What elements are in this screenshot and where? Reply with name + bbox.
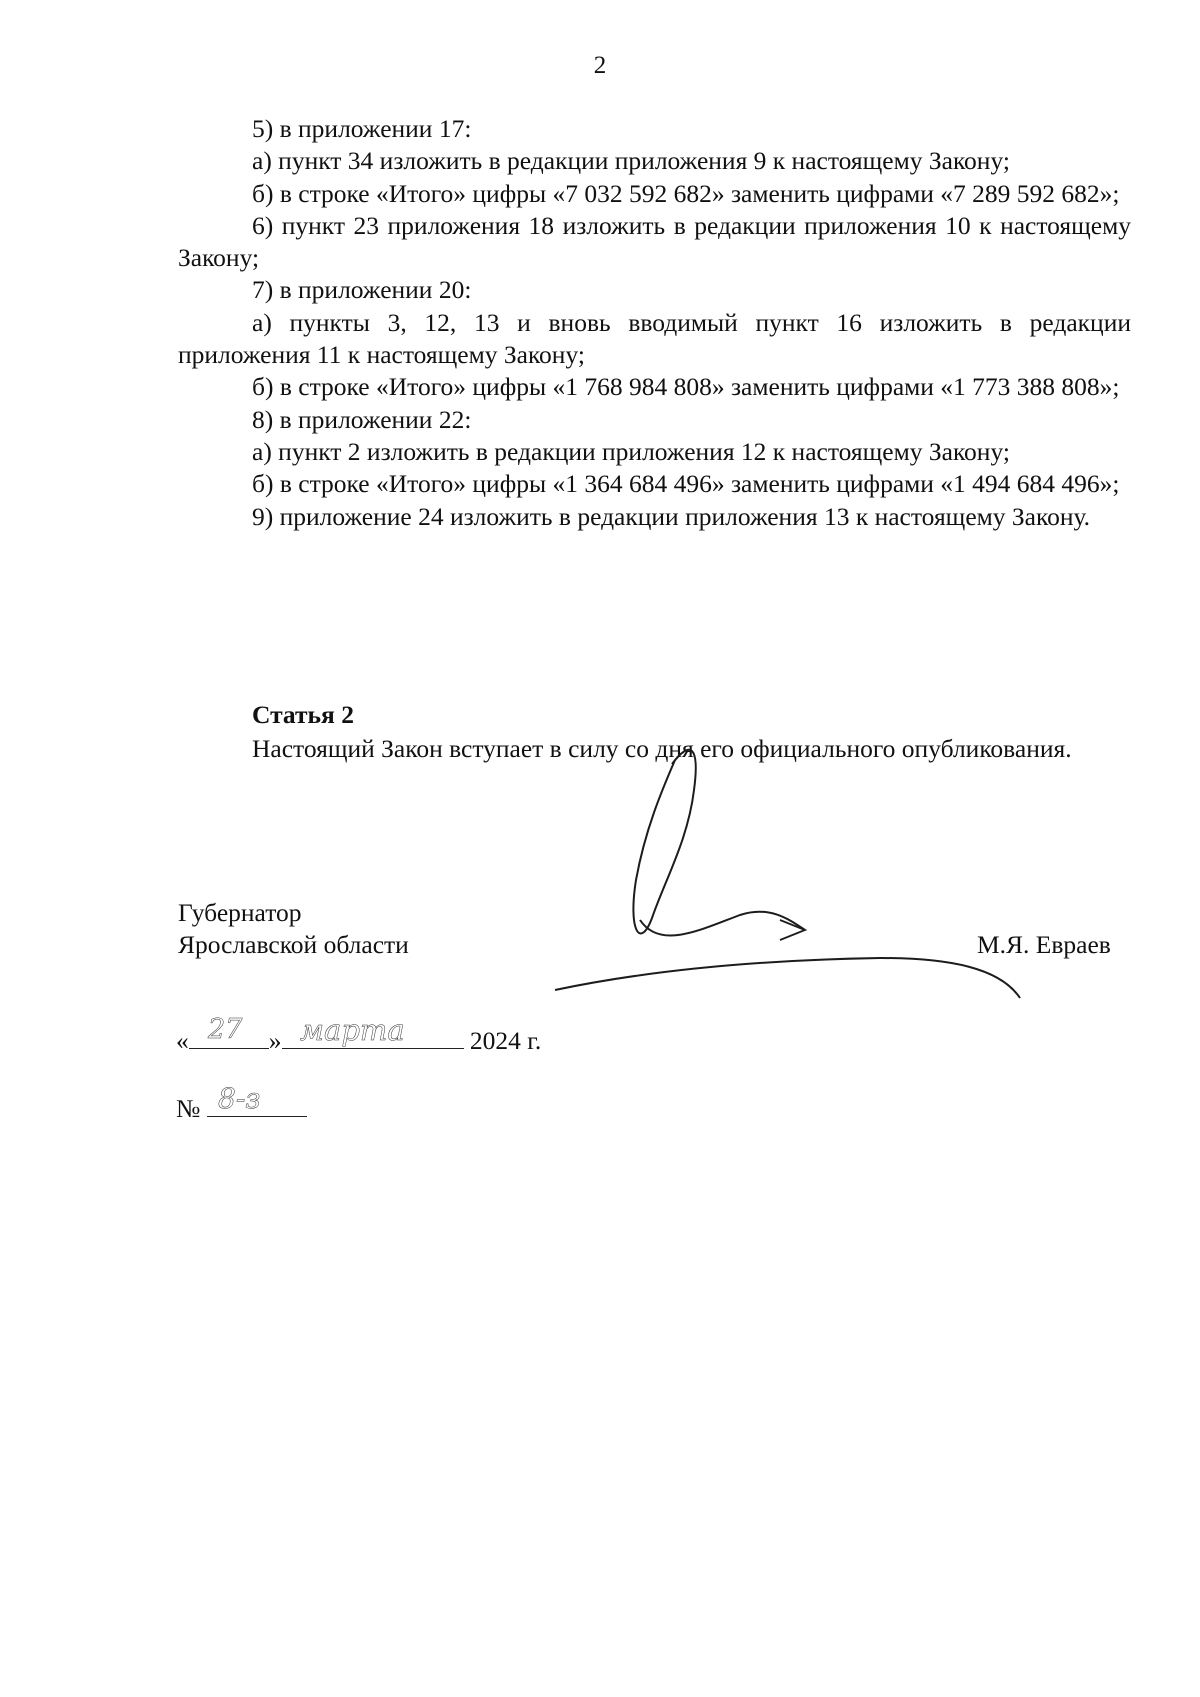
article-text [178, 733, 1131, 765]
page-number: 2 [593, 52, 607, 79]
amendment-paragraph: а) пункты 3, 12, 13 и вновь вводимый пункт 16 изложить в редакции приложения 11 к настоящему Закону; [178, 307, 1131, 370]
law-number [176, 1090, 307, 1124]
amendment-paragraph: 8) в приложении 22: [252, 404, 472, 434]
date-close-quote: » [268, 1026, 282, 1055]
signing-date [176, 1022, 541, 1056]
article-paragraph: Настоящий Закон вступает в силу со дня его официального опубликования. [252, 734, 1072, 763]
amendments-list [178, 113, 1131, 533]
article-heading: Статья 2 [252, 700, 354, 729]
signature-tail-stroke [640, 912, 805, 936]
month-blank [282, 1022, 464, 1049]
date-year: 2024 г. [469, 1026, 542, 1055]
signature-underline-stroke [555, 958, 1020, 998]
amendment-paragraph: а) пункт 34 изложить в редакции приложения 9 к настоящему Закону; [252, 146, 1010, 176]
governor-title [178, 897, 409, 961]
amendment-paragraph: 6) пункт 23 приложения 18 изложить в редакции приложения 10 к настоящему Закону; [178, 210, 1131, 273]
amendment-paragraph: 7) в приложении 20: [252, 275, 472, 305]
number-label: № [176, 1094, 201, 1123]
amendment-paragraph: а) пункт 2 изложить в редакции приложения 12 к настоящему Закону; [252, 436, 1010, 466]
number-blank [207, 1090, 307, 1117]
amendment-paragraph: 5) в приложении 17: [252, 114, 472, 143]
governor-title-line: Ярославской области [178, 930, 409, 959]
day-blank [189, 1022, 269, 1049]
date-open-quote: « [176, 1026, 189, 1055]
handwritten-day: 27 [208, 1014, 243, 1045]
signature-hook-stroke [780, 920, 805, 940]
governor-name: М.Я. Евраев [977, 930, 1111, 959]
amendment-paragraph: б) в строке «Итого» цифры «1 364 684 496» заменить цифрами «1 494 684 496»; [252, 469, 1120, 499]
amendment-paragraph: б) в строке «Итого» цифры «7 032 592 682» заменить цифрами «7 289 592 682»; [252, 178, 1120, 208]
governor-title-line: Губернатор [178, 898, 302, 927]
amendment-paragraph: 9) приложение 24 изложить в редакции приложения 13 к настоящему Закону. [252, 501, 1091, 531]
handwritten-number: 8-з [218, 1082, 261, 1115]
signature-loop-stroke [633, 750, 695, 934]
handwritten-month: марта [300, 1013, 405, 1047]
amendment-paragraph: б) в строке «Итого» цифры «1 768 984 808» заменить цифрами «1 773 388 808»; [252, 372, 1120, 402]
